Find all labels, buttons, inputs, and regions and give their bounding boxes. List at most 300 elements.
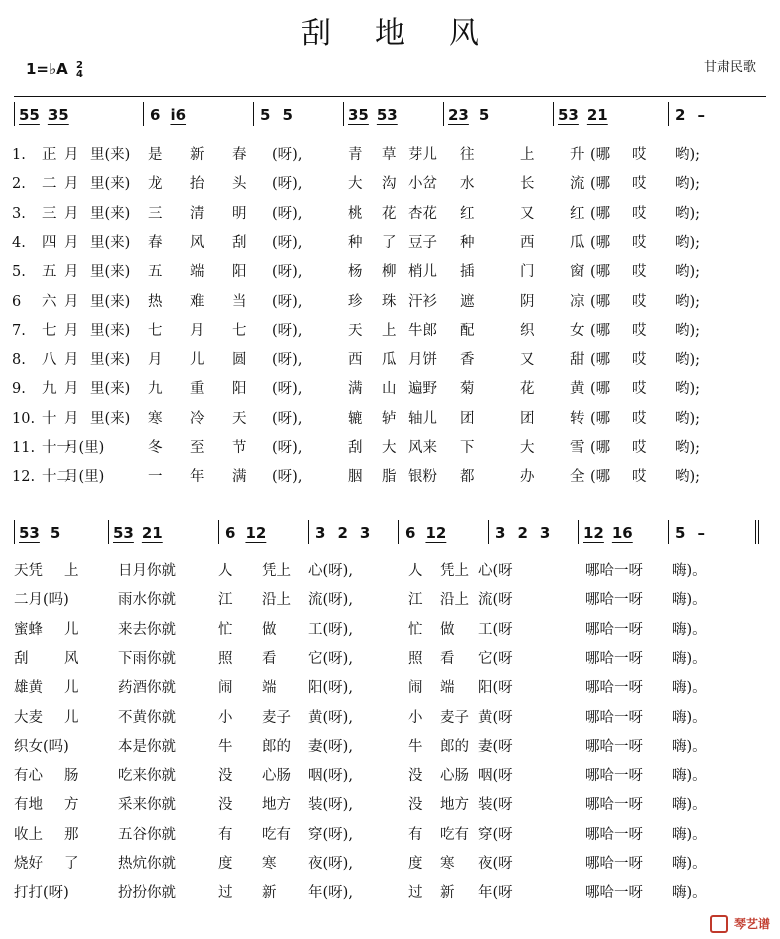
lyric-word: 6 xyxy=(12,293,22,310)
lyric-word: 妻(呀 xyxy=(478,738,513,755)
lyric-word: 雨水你就 xyxy=(118,592,176,609)
note-group: 53 xyxy=(113,524,134,542)
note-group: 3 xyxy=(495,524,506,542)
lyric-word: 凭上 xyxy=(440,563,469,579)
lyric-word: 四 xyxy=(42,234,57,251)
lyric-word: 哪哈一呀 xyxy=(585,709,643,726)
lyric-word: 风来 xyxy=(408,440,437,456)
lyric-word: 里(来) xyxy=(90,234,131,251)
lyric-word: 小 xyxy=(408,709,423,726)
lyric-word: 天 xyxy=(348,322,363,339)
lyric-word: 端 xyxy=(190,264,205,281)
lyric-word: 儿 xyxy=(64,709,79,726)
lyric-word: 长 xyxy=(520,176,535,193)
lyric-word: 五 xyxy=(42,264,57,281)
notation-line-1 xyxy=(14,102,774,126)
lyric-word: 春 xyxy=(148,234,163,251)
note-group: – xyxy=(697,524,705,542)
lyric-line xyxy=(0,851,780,877)
lyric-word: 月饼 xyxy=(408,352,437,369)
measure xyxy=(14,520,109,544)
lyric-word: 人 xyxy=(218,563,233,579)
lyric-word: 团 xyxy=(520,410,535,427)
lyric-word: 圆 xyxy=(232,352,247,369)
lyric-word: 甜 xyxy=(570,352,585,369)
lyric-word: 哎 xyxy=(632,381,647,398)
lyric-word: 冷 xyxy=(190,410,205,427)
lyric-word: 年 xyxy=(190,469,205,486)
lyric-word: 珍 xyxy=(348,293,363,310)
note-group: 21 xyxy=(586,106,608,124)
lyric-word: 十 xyxy=(42,410,57,427)
lyric-word: 有 xyxy=(408,826,423,843)
note-group: 6 xyxy=(225,524,236,542)
note-group: 21 xyxy=(141,524,163,542)
lyric-word: 十二 xyxy=(42,469,71,486)
lyric-word: 月 xyxy=(64,410,79,427)
lyric-word: 一 xyxy=(148,469,163,486)
lyric-word: 嗨)。 xyxy=(672,797,707,814)
lyric-word: (呀), xyxy=(272,147,303,163)
lyric-word: 哪哈一呀 xyxy=(585,592,643,609)
lyric-word: 夜(呀), xyxy=(308,856,353,872)
lyric-word: 哎 xyxy=(632,440,647,456)
lyric-word: 九 xyxy=(42,381,57,398)
lyric-word: 没 xyxy=(408,797,423,814)
lyric-word: 它(呀), xyxy=(308,650,353,667)
lyric-word: 清 xyxy=(190,205,205,222)
measure xyxy=(219,520,309,544)
lyric-word: 轳 xyxy=(382,410,397,427)
lyric-word: 药酒你就 xyxy=(118,680,176,697)
lyric-word: 刮 xyxy=(14,650,29,667)
lyric-word: 7. xyxy=(12,322,26,339)
lyric-word: 月(里) xyxy=(64,469,105,486)
lyric-word: 扮扮你就 xyxy=(118,885,176,902)
lyric-word: 过 xyxy=(218,885,233,902)
lyric-word: 牛郎 xyxy=(408,322,437,339)
lyric-word: 12. xyxy=(12,469,36,486)
lyric-word: 风 xyxy=(64,650,79,667)
lyric-word: 轴儿 xyxy=(408,410,437,427)
lyric-word: 冬 xyxy=(148,440,163,456)
note-group: 23 xyxy=(448,106,469,124)
note-group: 35 xyxy=(47,106,69,124)
lyric-word: 江 xyxy=(218,592,233,609)
measure xyxy=(14,102,144,126)
lyric-word: 10. xyxy=(12,410,36,427)
lyric-word: 郎的 xyxy=(262,738,291,755)
lyric-word: 热炕你就 xyxy=(118,856,176,872)
measure xyxy=(344,102,444,126)
lyric-word: 花 xyxy=(382,205,397,222)
lyric-word: 瓜 xyxy=(382,352,397,369)
lyric-word: 嗨)。 xyxy=(672,680,707,697)
lyric-word: 哪哈一呀 xyxy=(585,856,643,872)
lyric-word: 郎的 xyxy=(440,738,469,755)
lyric-word: 桃 xyxy=(348,205,363,222)
lyric-word: 没 xyxy=(218,768,233,785)
lyric-word: 满 xyxy=(348,381,363,398)
lyric-word: 三 xyxy=(148,205,163,222)
lyric-word: 新 xyxy=(190,147,205,163)
lyric-line xyxy=(0,230,780,256)
lyric-line xyxy=(0,142,780,168)
lyric-word: (哪 xyxy=(590,176,611,193)
lyric-word: 照 xyxy=(218,650,233,667)
lyric-word: 了 xyxy=(64,856,79,872)
lyric-word: 哟); xyxy=(675,176,701,193)
lyric-word: (呀), xyxy=(272,381,303,398)
lyric-word: 嗨)。 xyxy=(672,768,707,785)
lyric-word: 红 xyxy=(570,205,585,222)
lyric-word: 黄 xyxy=(570,381,585,398)
lyric-word: 沿上 xyxy=(262,592,291,609)
lyric-word: (哪 xyxy=(590,147,611,163)
lyric-word: 嗨)。 xyxy=(672,885,707,902)
lyric-word: 雪 xyxy=(570,440,585,456)
lyric-word: 柳 xyxy=(382,264,397,281)
key-text: 1=♭A xyxy=(26,60,68,78)
lyric-word: 哎 xyxy=(632,410,647,427)
note-group: 55 xyxy=(19,106,40,124)
lyric-line xyxy=(0,318,780,344)
lyric-word: 流(呀 xyxy=(478,592,513,609)
lyric-word: 窗 xyxy=(570,264,585,281)
lyric-word: 哎 xyxy=(632,352,647,369)
lyric-word: 心(呀 xyxy=(478,563,513,579)
lyric-word: 月 xyxy=(64,147,79,163)
lyric-word: 嗨)。 xyxy=(672,650,707,667)
lyric-word: 过 xyxy=(408,885,423,902)
lyric-word: 忙 xyxy=(218,621,233,638)
lyric-line xyxy=(0,587,780,613)
lyric-word: 抬 xyxy=(190,176,205,193)
lyric-word: (哪 xyxy=(590,381,611,398)
lyric-word: 哪哈一呀 xyxy=(585,826,643,843)
lyric-word: 沟 xyxy=(382,176,397,193)
note-group: 35 xyxy=(348,106,369,124)
lyric-word: 吃有 xyxy=(262,826,291,843)
lyric-word: 烧好 xyxy=(14,856,43,872)
lyric-word: 五谷你就 xyxy=(118,826,176,843)
lyric-word: 8. xyxy=(12,352,26,369)
lyric-word: 吃来你就 xyxy=(118,768,176,785)
lyric-word: 六 xyxy=(42,293,57,310)
lyric-word: 升 xyxy=(570,147,585,163)
lyric-word: 麦子 xyxy=(440,709,469,726)
lyric-word: 哟); xyxy=(675,410,701,427)
measure xyxy=(144,102,254,126)
lyric-word: 做 xyxy=(262,621,277,638)
lyric-word: 里(来) xyxy=(90,176,131,193)
lyric-word: 牛 xyxy=(218,738,233,755)
lyric-word: 里(来) xyxy=(90,410,131,427)
lyric-word: 闹 xyxy=(218,680,233,697)
lyric-word: 哟); xyxy=(675,293,701,310)
lyric-word: 寒 xyxy=(262,856,277,872)
note-group: 5 xyxy=(49,524,61,542)
lyric-word: 工(呀), xyxy=(308,621,353,638)
lyric-word: 哟); xyxy=(675,381,701,398)
note-group: 3 xyxy=(539,524,551,542)
lyric-word: 装(呀 xyxy=(478,797,513,814)
lyric-word: 菊 xyxy=(460,381,475,398)
lyric-word: 哎 xyxy=(632,234,647,251)
lyric-word: 方 xyxy=(64,797,79,814)
lyric-word: 门 xyxy=(520,264,535,281)
lyric-line xyxy=(0,792,780,818)
measure xyxy=(554,102,669,126)
lyric-word: 月 xyxy=(64,293,79,310)
lyric-word: (哪 xyxy=(590,322,611,339)
watermark-logo: 琴艺谱 xyxy=(710,915,770,934)
lyric-word: 雄黄 xyxy=(14,680,43,697)
lyric-word: 流(呀), xyxy=(308,592,353,609)
lyric-word: (呀), xyxy=(272,234,303,251)
measure xyxy=(669,102,749,126)
lyric-word: 满 xyxy=(232,469,247,486)
lyric-word: 江 xyxy=(408,592,423,609)
lyric-word: 胭 xyxy=(348,469,363,486)
lyric-word: 寒 xyxy=(148,410,163,427)
lyric-word: 辘 xyxy=(348,410,363,427)
lyric-line xyxy=(0,734,780,760)
lyric-word: 龙 xyxy=(148,176,163,193)
lyric-word: 阴 xyxy=(520,293,535,310)
lyric-word: 度 xyxy=(218,856,233,872)
lyric-word: 蜜蜂 xyxy=(14,621,43,638)
lyric-word: 凭上 xyxy=(262,563,291,579)
note-group: 12 xyxy=(245,524,267,542)
lyric-word: 梢儿 xyxy=(408,264,437,281)
lyric-word: 1. xyxy=(12,147,26,163)
lyric-line xyxy=(0,646,780,672)
lyric-word: 里(来) xyxy=(90,147,131,163)
note-group: 53 xyxy=(558,106,579,124)
lyric-word: 二月(吗) xyxy=(14,592,69,609)
measure xyxy=(669,520,759,544)
lyric-word: 天凭 xyxy=(14,563,43,579)
lyric-word: 月 xyxy=(64,205,79,222)
lyric-word: 办 xyxy=(520,469,535,486)
note-group: 53 xyxy=(19,524,40,542)
measure xyxy=(399,520,489,544)
lyric-word: 新 xyxy=(262,885,277,902)
measure xyxy=(254,102,344,126)
lyric-word: 全 xyxy=(570,469,585,486)
lyric-word: 月 xyxy=(64,322,79,339)
lyric-line xyxy=(0,617,780,643)
lyric-word: 有 xyxy=(218,826,233,843)
lyric-word: 西 xyxy=(348,352,363,369)
lyric-word: 杨 xyxy=(348,264,363,281)
lyric-word: 哟); xyxy=(675,440,701,456)
lyric-word: 做 xyxy=(440,621,455,638)
lyric-word: 端 xyxy=(262,680,277,697)
lyric-word: 吃有 xyxy=(440,826,469,843)
lyric-word: (呀), xyxy=(272,205,303,222)
lyric-word: 阳(呀 xyxy=(478,680,513,697)
lyric-word: 穿(呀), xyxy=(308,826,353,843)
lyric-word: 哪哈一呀 xyxy=(585,680,643,697)
key-signature xyxy=(26,60,83,79)
lyric-word: (哪 xyxy=(590,293,611,310)
lyric-word: 有地 xyxy=(14,797,43,814)
lyric-line xyxy=(0,705,780,731)
lyric-word: 工(呀 xyxy=(478,621,513,638)
lyric-word: 打打(呀) xyxy=(14,885,69,902)
lyric-word: 麦子 xyxy=(262,709,291,726)
note-group: 2 xyxy=(517,524,528,542)
lyric-word: 儿 xyxy=(190,352,205,369)
lyric-word: 月 xyxy=(148,352,163,369)
lyric-word: 转 xyxy=(570,410,585,427)
lyric-word: 地方 xyxy=(440,797,469,814)
lyric-word: 哎 xyxy=(632,264,647,281)
lyric-word: 里(来) xyxy=(90,264,131,281)
lyric-word: (呀), xyxy=(272,176,303,193)
lyric-word: 妻(呀), xyxy=(308,738,353,755)
lyric-word: 珠 xyxy=(382,293,397,310)
lyric-word: 月 xyxy=(64,264,79,281)
lyric-word: 忙 xyxy=(408,621,423,638)
lyric-word: 收上 xyxy=(14,826,43,843)
lyric-word: 刮 xyxy=(348,440,363,456)
lyric-word: 种 xyxy=(348,234,363,251)
lyric-word: 女 xyxy=(570,322,585,339)
lyric-word: 照 xyxy=(408,650,423,667)
lyric-word: 难 xyxy=(190,293,205,310)
lyric-word: 哎 xyxy=(632,205,647,222)
lyric-word: 水 xyxy=(460,176,475,193)
lyric-word: 配 xyxy=(460,322,475,339)
lyric-word: 织女(吗) xyxy=(14,738,69,755)
lyric-word: 种 xyxy=(460,234,475,251)
lyric-word: 杏花 xyxy=(408,205,437,222)
lyric-word: 心(呀), xyxy=(308,563,353,579)
song-origin: 甘肃民歌 xyxy=(703,60,756,75)
lyric-line xyxy=(0,259,780,285)
lyric-word: 七 xyxy=(148,322,163,339)
lyric-word: 心肠 xyxy=(440,768,469,785)
lyric-word: 年(呀), xyxy=(308,885,353,902)
lyric-word: 又 xyxy=(520,352,535,369)
lyric-word: 哪哈一呀 xyxy=(585,768,643,785)
measure xyxy=(444,102,554,126)
lyric-word: 小 xyxy=(218,709,233,726)
lyric-word: 哎 xyxy=(632,147,647,163)
note-group: 6 xyxy=(150,106,161,124)
lyric-word: 西 xyxy=(520,234,535,251)
lyric-word: 咽(呀), xyxy=(308,768,353,785)
lyric-word: (呀), xyxy=(272,469,303,486)
lyric-word: 天 xyxy=(232,410,247,427)
lyric-word: 度 xyxy=(408,856,423,872)
lyric-word: 嗨)。 xyxy=(672,592,707,609)
lyric-word: (哪 xyxy=(590,264,611,281)
lyric-word: 儿 xyxy=(64,680,79,697)
lyric-word: 嗨)。 xyxy=(672,563,707,579)
lyric-word: 当 xyxy=(232,293,247,310)
lyric-word: 青 xyxy=(348,147,363,163)
lyric-word: 里(来) xyxy=(90,293,131,310)
lyric-word: 山 xyxy=(382,381,397,398)
lyric-word: 上 xyxy=(64,563,79,579)
lyric-word: 哎 xyxy=(632,322,647,339)
lyric-word: 七 xyxy=(232,322,247,339)
lyric-word: 没 xyxy=(408,768,423,785)
lyric-word: 新 xyxy=(440,885,455,902)
song-title: 刮地风 xyxy=(301,16,523,51)
lyric-word: 春 xyxy=(232,147,247,163)
lyric-word: 草 xyxy=(382,147,397,163)
lyric-word: 凉 xyxy=(570,293,585,310)
lyric-word: 哟); xyxy=(675,147,701,163)
lyric-word: 地方 xyxy=(262,797,291,814)
lyric-word: 心肠 xyxy=(262,768,291,785)
note-group: 2 xyxy=(337,524,348,542)
lyric-word: 2. xyxy=(12,176,26,193)
lyric-word: 流 xyxy=(570,176,585,193)
lyric-word: 月(里) xyxy=(64,440,105,456)
lyric-line xyxy=(0,376,780,402)
note-group: 5 xyxy=(282,106,293,124)
lyric-word: 插 xyxy=(460,264,475,281)
lyric-word: 阳(呀), xyxy=(308,680,353,697)
lyric-word: 嗨)。 xyxy=(672,826,707,843)
lyric-word: 哟); xyxy=(675,352,701,369)
lyric-word: 至 xyxy=(190,440,205,456)
lyric-word: 节 xyxy=(232,440,247,456)
note-group: 2 xyxy=(675,106,686,124)
lyric-word: 闹 xyxy=(408,680,423,697)
lyric-word: 儿 xyxy=(64,621,79,638)
lyric-word: 里(来) xyxy=(90,352,131,369)
note-group: 12 xyxy=(425,524,447,542)
lyric-word: 哟); xyxy=(675,234,701,251)
lyric-word: 了 xyxy=(382,234,397,251)
lyric-word: 哎 xyxy=(632,176,647,193)
lyric-word: 八 xyxy=(42,352,57,369)
lyric-line xyxy=(0,171,780,197)
lyric-word: 肠 xyxy=(64,768,79,785)
lyric-word: 不黄你就 xyxy=(118,709,176,726)
lyric-line xyxy=(0,464,780,490)
lyric-word: 正 xyxy=(42,147,57,163)
note-group: – xyxy=(697,106,705,124)
lyric-word: 阳 xyxy=(232,381,247,398)
lyric-word: 阳 xyxy=(232,264,247,281)
note-group: i6 xyxy=(170,106,187,124)
lyric-line xyxy=(0,289,780,315)
lyric-word: 头 xyxy=(232,176,247,193)
lyric-word: 本是你就 xyxy=(118,738,176,755)
lyric-line xyxy=(0,763,780,789)
measure xyxy=(309,520,399,544)
lyric-word: 它(呀 xyxy=(478,650,513,667)
lyric-word: 大麦 xyxy=(14,709,43,726)
lyric-line xyxy=(0,201,780,227)
lyric-line xyxy=(0,822,780,848)
lyric-word: 都 xyxy=(460,469,475,486)
notation-line-2 xyxy=(14,520,774,544)
lyric-word: (呀), xyxy=(272,293,303,310)
lyric-word: 年(呀 xyxy=(478,885,513,902)
lyric-line xyxy=(0,347,780,373)
note-group: 53 xyxy=(376,106,398,124)
lyric-word: 哟); xyxy=(675,205,701,222)
